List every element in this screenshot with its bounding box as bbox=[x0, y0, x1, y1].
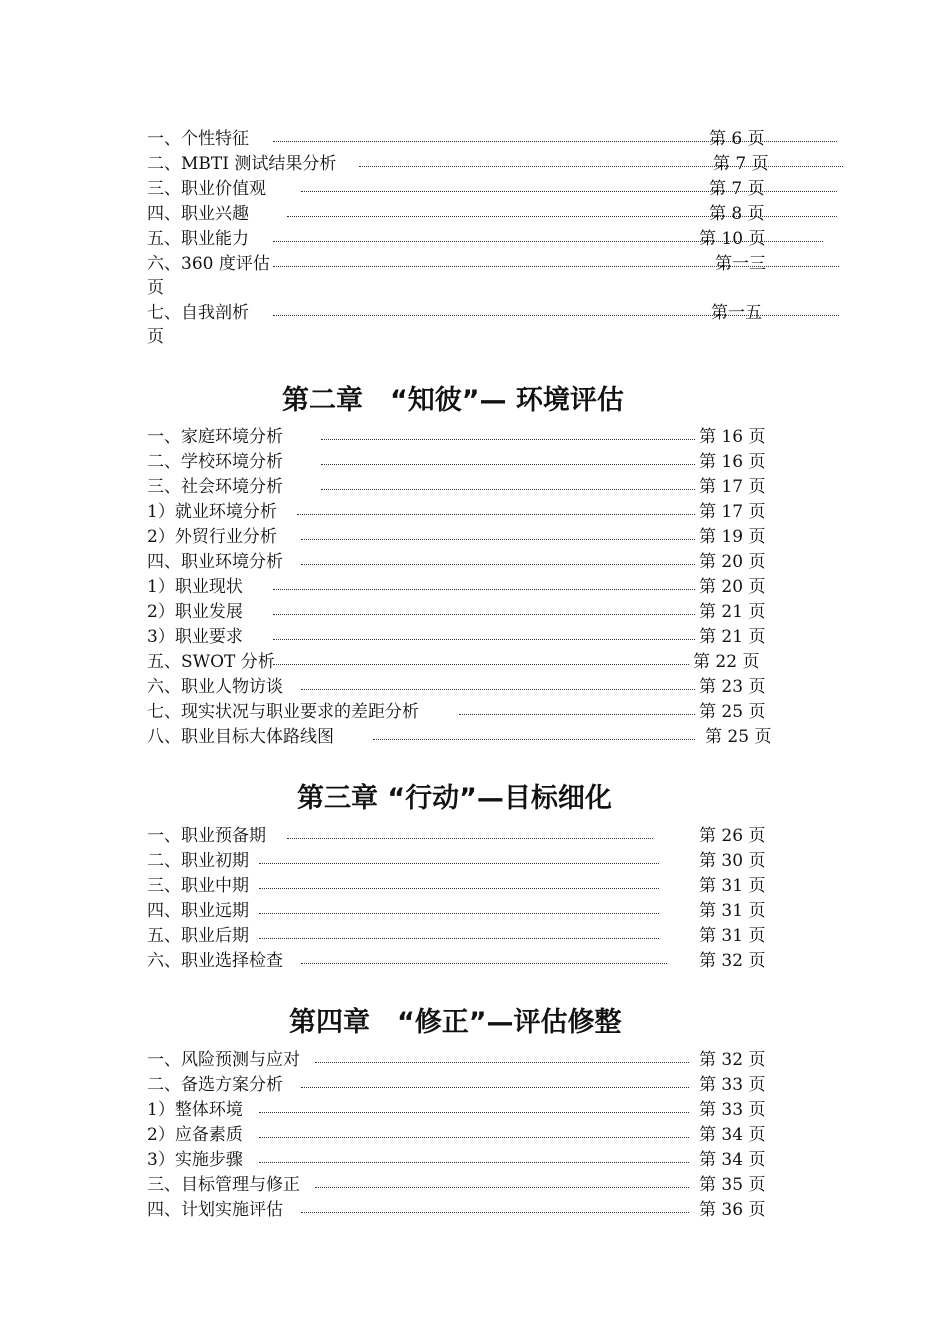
dot-leader bbox=[301, 1212, 689, 1213]
toc-entry-title: 四、计划实施评估 bbox=[147, 1200, 283, 1220]
dot-leader bbox=[273, 614, 695, 615]
toc-entry-page: 第 16 页 bbox=[699, 452, 766, 472]
toc-entry-page: 第一三 bbox=[715, 254, 766, 274]
toc-entry-title: 四、职业远期 bbox=[147, 901, 249, 921]
dot-leader bbox=[315, 1062, 689, 1063]
toc-entry-title: 六、360 度评估 bbox=[147, 254, 270, 274]
toc-entry-title: 三、职业价值观 bbox=[147, 179, 266, 199]
toc-entry[interactable] bbox=[147, 177, 787, 201]
dot-leader bbox=[259, 1137, 689, 1138]
toc-entry-title: 二、职业初期 bbox=[147, 851, 249, 871]
toc-entry[interactable] bbox=[147, 600, 787, 624]
dot-leader bbox=[359, 166, 843, 167]
toc-entry-page: 第 31 页 bbox=[699, 876, 766, 896]
toc-entry-page: 第 21 页 bbox=[699, 627, 766, 647]
toc-entry-page: 第 19 页 bbox=[699, 527, 766, 547]
toc-entry[interactable] bbox=[147, 1173, 787, 1197]
toc-entry[interactable] bbox=[147, 849, 787, 873]
toc-entry-title: 一、风险预测与应对 bbox=[147, 1050, 300, 1070]
toc-entry-title: 一、个性特征 bbox=[147, 129, 249, 149]
toc-entry-page-wrap: 页 bbox=[147, 278, 164, 298]
toc-entry-title: 1）就业环境分析 bbox=[147, 502, 277, 522]
toc-entry-title: 二、学校环境分析 bbox=[147, 452, 283, 472]
toc-entry[interactable] bbox=[147, 1098, 787, 1122]
dot-leader bbox=[259, 938, 659, 939]
chapter-heading: 第二章 “知彼”— 环境评估 bbox=[282, 385, 624, 416]
toc-entry[interactable] bbox=[147, 924, 787, 948]
toc-entry-title: 2）外贸行业分析 bbox=[147, 527, 277, 547]
toc-entry[interactable] bbox=[147, 425, 787, 449]
dot-leader bbox=[273, 589, 695, 590]
toc-entry[interactable] bbox=[147, 227, 787, 251]
dot-leader bbox=[301, 564, 695, 565]
toc-entry-title: 一、职业预备期 bbox=[147, 826, 266, 846]
toc-entry-page: 第 21 页 bbox=[699, 602, 766, 622]
toc-entry-title: 二、备选方案分析 bbox=[147, 1075, 283, 1095]
dot-leader bbox=[321, 439, 695, 440]
toc-entry-title: 1）整体环境 bbox=[147, 1100, 243, 1120]
toc-entry-page: 第 31 页 bbox=[699, 901, 766, 921]
toc-entry-page: 第 7 页 bbox=[709, 179, 765, 199]
dot-leader bbox=[301, 689, 695, 690]
dot-leader bbox=[259, 913, 659, 914]
toc-entry[interactable] bbox=[147, 949, 787, 973]
dot-leader bbox=[297, 514, 695, 515]
toc-entry-page: 第 32 页 bbox=[699, 951, 766, 971]
toc-entry-title: 五、职业能力 bbox=[147, 229, 249, 249]
toc-entry-page: 第 33 页 bbox=[699, 1075, 766, 1095]
toc-entry-title: 1）职业现状 bbox=[147, 577, 243, 597]
dot-leader bbox=[287, 838, 653, 839]
toc-entry-page: 第 23 页 bbox=[699, 677, 766, 697]
toc-entry-page-wrap: 页 bbox=[147, 327, 164, 347]
toc-entry-page: 第 25 页 bbox=[705, 727, 772, 747]
toc-entry[interactable] bbox=[147, 475, 787, 499]
toc-entry-title: 2）职业发展 bbox=[147, 602, 243, 622]
toc-entry[interactable] bbox=[147, 1123, 787, 1147]
toc-entry-title: 三、职业中期 bbox=[147, 876, 249, 896]
dot-leader bbox=[259, 1112, 689, 1113]
chapter-heading: 第四章 “修正”—评估修整 bbox=[289, 1007, 622, 1038]
toc-entry[interactable] bbox=[147, 874, 787, 898]
toc-entry[interactable] bbox=[147, 152, 787, 176]
toc-entry-page: 第 8 页 bbox=[709, 204, 765, 224]
dot-leader bbox=[321, 464, 695, 465]
toc-entry-page: 第 10 页 bbox=[699, 229, 766, 249]
toc-entry-title: 一、家庭环境分析 bbox=[147, 427, 283, 447]
toc-entry-page: 第一五 bbox=[711, 303, 762, 323]
toc-entry-page: 第 17 页 bbox=[699, 502, 766, 522]
toc-entry[interactable] bbox=[147, 525, 787, 549]
toc-entry-page: 第 25 页 bbox=[699, 702, 766, 722]
dot-leader bbox=[459, 714, 695, 715]
toc-entry-page: 第 16 页 bbox=[699, 427, 766, 447]
dot-leader bbox=[301, 1087, 689, 1088]
toc-entry[interactable] bbox=[147, 550, 787, 574]
dot-leader bbox=[273, 664, 689, 665]
toc-entry[interactable] bbox=[147, 1073, 787, 1097]
toc-entry[interactable] bbox=[147, 725, 787, 749]
toc-entry[interactable] bbox=[147, 575, 787, 599]
toc-entry-page: 第 33 页 bbox=[699, 1100, 766, 1120]
toc-entry-title: 六、职业人物访谈 bbox=[147, 677, 283, 697]
toc-entry[interactable] bbox=[147, 450, 787, 474]
toc-entry-page: 第 20 页 bbox=[699, 577, 766, 597]
toc-entry[interactable] bbox=[147, 1198, 787, 1222]
toc-entry-title: 五、职业后期 bbox=[147, 926, 249, 946]
toc-entry[interactable] bbox=[147, 127, 787, 151]
dot-leader bbox=[259, 888, 659, 889]
toc-entry-title: 五、SWOT 分析 bbox=[147, 652, 275, 672]
toc-entry-page: 第 7 页 bbox=[713, 154, 769, 174]
toc-entry-page: 第 34 页 bbox=[699, 1125, 766, 1145]
toc-entry[interactable] bbox=[147, 675, 787, 699]
toc-entry[interactable] bbox=[147, 1148, 787, 1172]
toc-entry-page: 第 22 页 bbox=[693, 652, 760, 672]
toc-entry-title: 七、自我剖析 bbox=[147, 303, 249, 323]
dot-leader bbox=[301, 539, 695, 540]
toc-entry-page: 第 30 页 bbox=[699, 851, 766, 871]
toc-entry-page: 第 26 页 bbox=[699, 826, 766, 846]
toc-entry-title: 三、目标管理与修正 bbox=[147, 1175, 300, 1195]
toc-entry-page: 第 6 页 bbox=[709, 129, 765, 149]
toc-entry-title: 七、现实状况与职业要求的差距分析 bbox=[147, 702, 419, 722]
toc-entry[interactable] bbox=[147, 202, 787, 226]
toc-entry[interactable] bbox=[147, 650, 787, 674]
dot-leader bbox=[315, 1187, 689, 1188]
toc-entry-title: 二、MBTI 测试结果分析 bbox=[147, 154, 337, 174]
toc-entry-page: 第 20 页 bbox=[699, 552, 766, 572]
toc-entry-page: 第 32 页 bbox=[699, 1050, 766, 1070]
dot-leader bbox=[259, 863, 659, 864]
toc-entry[interactable] bbox=[147, 500, 787, 524]
toc-entry-title: 3）职业要求 bbox=[147, 627, 243, 647]
chapter-heading: 第三章 “行动”—目标细化 bbox=[297, 783, 612, 814]
toc-entry[interactable] bbox=[147, 252, 787, 276]
dot-leader bbox=[301, 963, 667, 964]
toc-entry-page: 第 31 页 bbox=[699, 926, 766, 946]
toc-entry-title: 四、职业环境分析 bbox=[147, 552, 283, 572]
toc-entry-page: 第 34 页 bbox=[699, 1150, 766, 1170]
toc-entry[interactable] bbox=[147, 899, 787, 923]
toc-entry-page: 第 17 页 bbox=[699, 477, 766, 497]
toc-entry-page: 第 35 页 bbox=[699, 1175, 766, 1195]
toc-entry[interactable] bbox=[147, 824, 787, 848]
dot-leader bbox=[321, 489, 695, 490]
toc-entry-title: 2）应备素质 bbox=[147, 1125, 243, 1145]
toc-entry-title: 三、社会环境分析 bbox=[147, 477, 283, 497]
toc-entry[interactable] bbox=[147, 301, 787, 325]
toc-entry[interactable] bbox=[147, 1048, 787, 1072]
toc-entry[interactable] bbox=[147, 700, 787, 724]
toc-entry-title: 3）实施步骤 bbox=[147, 1150, 243, 1170]
dot-leader bbox=[273, 639, 695, 640]
dot-leader bbox=[259, 1162, 689, 1163]
toc-entry-title: 四、职业兴趣 bbox=[147, 204, 249, 224]
toc-entry-title: 六、职业选择检查 bbox=[147, 951, 283, 971]
toc-entry-page: 第 36 页 bbox=[699, 1200, 766, 1220]
toc-entry-title: 八、职业目标大体路线图 bbox=[147, 727, 334, 747]
dot-leader bbox=[373, 739, 695, 740]
toc-entry[interactable] bbox=[147, 625, 787, 649]
